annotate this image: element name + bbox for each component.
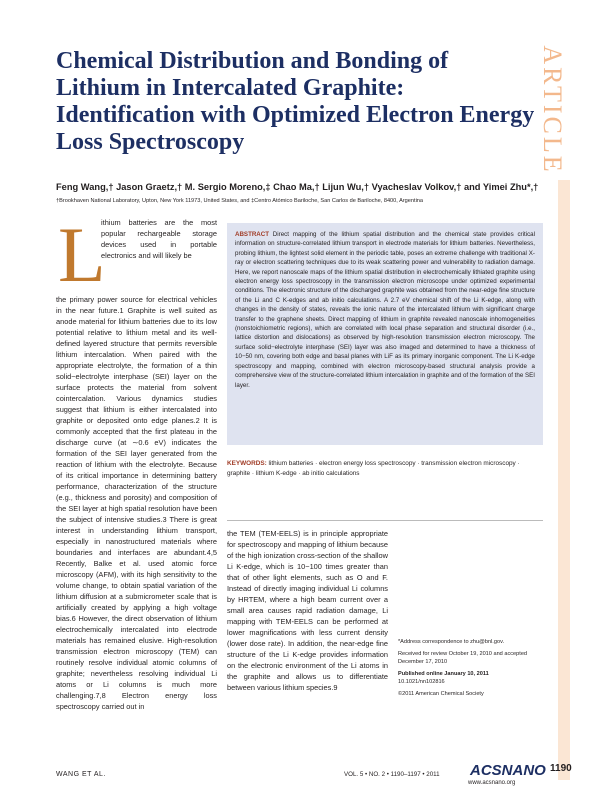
keywords-text: lithium batteries · electron energy loss spectroscopy · transmission electron microscopy · graphite · lithium K-edge · ab initio calculations <box>227 460 520 477</box>
correspondence-note: *Address correspondence to zhu@bnl.gov. <box>398 639 505 645</box>
abstract-box <box>227 223 543 445</box>
abstract-text: Direct mapping of the lithium spatial distribution and the chemical state provides critical information on structure-correlated lithium transport in electrode materials for lithium batteries. Nevertheless, probing lithium, the lightest solid element in the periodic table, poses an extreme challenge with traditional X-ray or electron scattering techniques due to its weak scattering power and vulnerability to radiation damage. Here, we report nanoscale maps of the lithium spatial distribution in electrochemically lithiated graphite using electron energy loss spectroscopy in the transmission electron microscope under optimized experimental conditions. The electronic structure of the discharged graphite was obtained from the near-edge fine structure of the Li and C K-edges and ab initio calculations. A 2.7 eV chemical shift of the Li K-edge, along with changes in the density of states, reveals the ionic nature of the intercalated lithium with significant charge transfer to the graphene sheets. Direct mapping of lithium in graphite revealed nanoscale inhomogeneities (nonstoichiometric regions), which are correlated with local phase separation and structural disorder (i.e., lattice distortion and dislocations) as observed by high-resolution transmission electron microscopy. The surface solid−electrolyte interphase (SEI) layer was also imaged and determined to have a thickness of 10−50 nm, covering both edge and basal planes with LiF as its primary inorganic component. The Li K-edge spectroscopy and mapping, combined with electron microscopy-based structural analysis provide a comprehensive view of the structure-correlated lithium intercalation in graphite and of the formation of the SEI layer. <box>235 231 535 389</box>
doi: 10.1021/nn102816 <box>398 678 445 685</box>
side-stripe <box>558 180 570 780</box>
divider <box>227 520 543 521</box>
keywords-label: KEYWORDS: <box>227 460 267 467</box>
body-column-2: the TEM (TEM-EELS) is in principle appropriate for spectroscopy and mapping of lithium because of the high ionization cross-section of the shallow Li K-edge, which is 10−100 times greater than that of other light elements, such as O and F. Instead of directly imaging individual Li columns by HRTEM, where a high beam current over a small area causes rapid radiation damage, Li mapping with TEM-EELS can be performed at lower magnifications with less current density (lower dose rate). In addition, the near-edge fine structure of the Li K-edge provides information on the electronic environment of the Li atoms in the graphite and allows us to differentiate between various lithium species.9 <box>227 529 388 692</box>
article-notes <box>398 639 543 703</box>
footer-authors: WANG ET AL. <box>56 771 106 778</box>
author-list: Feng Wang,† Jason Graetz,† M. Sergio Moreno,‡ Chao Ma,† Lijun Wu,† Vyacheslav Volkov,† and Yimei Zhu*,† <box>56 182 539 192</box>
received-note: Received for review October 19, 2010 and accepted December 17, 2010 <box>398 651 528 665</box>
intro-text-body: the primary power source for electrical vehicles in the near future.1 Graphite is well suited as anode material for lithium batteries due to its low potential relative to lithium metal and its well-defined layered structure that permits reversible lithium intercalation. When paired with the appropriate electrolyte, the formation of a thin solid−electrolyte interphase (SEI) layer on the surface protects the material from solvent cointercalation. Various dynamics studies suggest that lithium is either intercalated into graphite or deposited onto edge planes.2 It is commonly accepted that the first plateau in the discharge curve (at ∼0.6 eV) indicates the formation of the SEI layer generated from the reaction of lithium with the electrolyte. Because of its critical importance in determining battery performance, characterization of the structure (e.g., thickness and porosity) and composition of the SEI layer at high spatial resolution have been the subject of intensive studies.3 There is great interest in understanding lithium transport, especially in nanostructured materials where boundaries and interfaces are abundant.4,5 Recently, Balke et al. used atomic force microscopy (AFM), with its high sensitivity to the volume change, to obtain spatial variation of the lithium diffusion at a submicrometer scale that is artificially created by applying a high voltage bias.6 However, the direct observation of lithium electrochemically intercalated into electrode materials has remained elusive. High-resolution transmission electron microscopy (TEM) can routinely resolve individual atomic columns of graphite; nevertheless resolving individual Li atoms or Li columns is much more challenging.7,8 Electron energy loss spectroscopy carried out in <box>56 295 217 711</box>
keywords <box>227 459 543 478</box>
page-number: 1190 <box>550 763 572 774</box>
journal-logo: ACSNANO <box>470 762 546 779</box>
intro-text-head: ithium batteries are the most popular rechargeable storage devices used in portable electronics and will likely be <box>101 218 217 260</box>
paper-title: Chemical Distribution and Bonding of Lithium in Intercalated Graphite: Identification with Optimized Electron Energy Loss Spectroscopy <box>56 48 535 155</box>
footer-volume: VOL. 5 • NO. 2 • 1190–1197 • 2011 <box>344 771 440 778</box>
journal-url: www.acsnano.org <box>468 780 516 786</box>
abstract-label: ABSTRACT <box>235 231 270 238</box>
affiliations: †Brookhaven National Laboratory, Upton, New York 11973, United States, and ‡Centro Atómico Bariloche, San Carlos de Bariloche, 8400, Argentina <box>56 198 424 204</box>
article-section-label: ARTICLE <box>538 45 567 175</box>
drop-cap: L <box>58 211 106 298</box>
published-label: Published online January 10, 2011 <box>398 671 489 678</box>
copyright: ©2011 American Chemical Society <box>398 691 484 698</box>
